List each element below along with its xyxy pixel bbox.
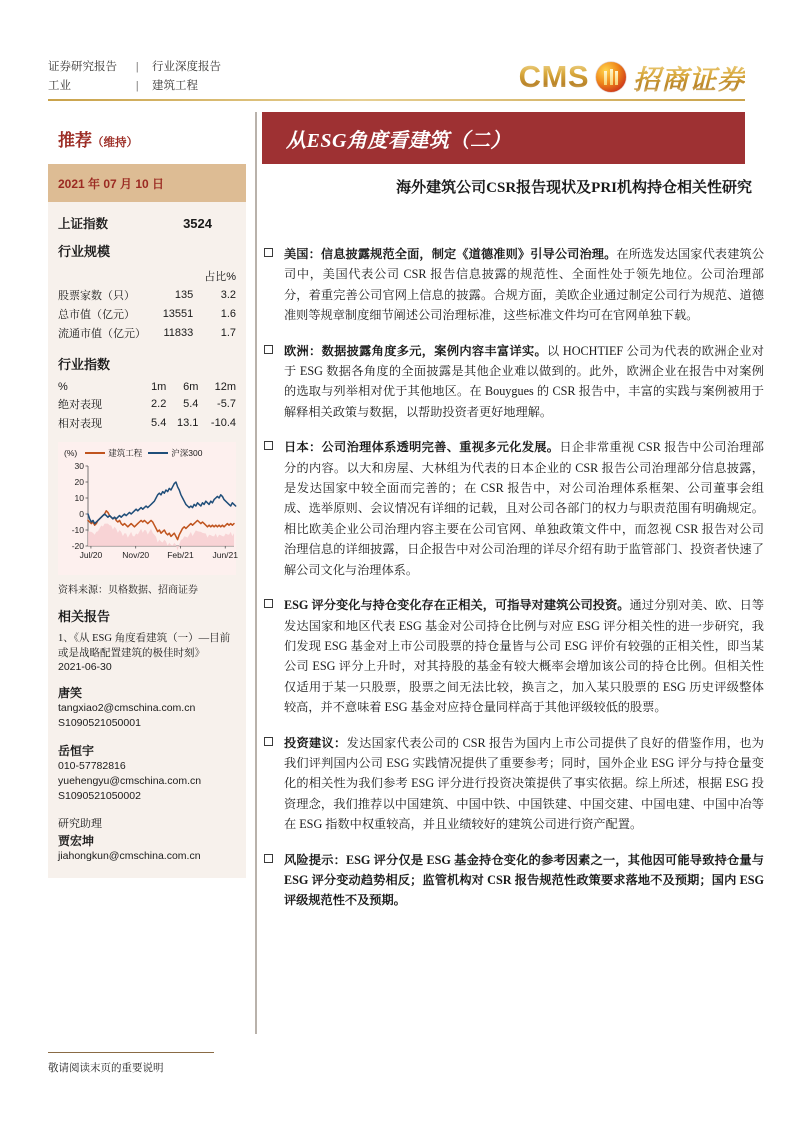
scale-pct: 1.6 (220, 307, 236, 320)
perf-header-12m: 12m (214, 380, 236, 393)
bullet-square-icon (264, 437, 284, 580)
scale-pct: 3.2 (220, 288, 236, 301)
analyst-license: S1090521050002 (58, 790, 141, 802)
sector-label: 工业 (48, 80, 71, 92)
table-row (58, 394, 236, 413)
bullet-body: 日企非常重视 CSR 报告中公司治理部分的内容。以大和房屋、大林组为代表的日本企业的 CSR 报告公司治理部分信息披露，是发达国家中较全面而完善的；在 CSR 报告中，对公司治理体系框架、公司董事会组成、选举原则、会议情况有详细的记载，且对公司各部门的权力与职责范围有明确规定。相比欧美企业公司治理内容主要在公司官网、单独政策文件中，而忽视 CSR 报告对公司治理信息的详细披露，日企报告中对公司治理的详尽介绍有助于监管部门、投资者快速了解公司文化与治理体系。 (284, 440, 764, 577)
analyst-license: S1090521050001 (58, 717, 141, 729)
body-bullet (264, 244, 764, 326)
table-row (58, 413, 236, 432)
bullet-square-icon (264, 850, 284, 911)
performance-chart (58, 442, 236, 575)
bullet-body: 以 HOCHTIEF 公司为代表的欧洲企业对于 ESG 数据各角度的全面披露是其他企业难以做到的。此外，欧洲企业在报告中对案例的选取与列举相对优于其他地区。在 Bouygues 的 CSR 报告中，丰富的实践与案例被用于解释相关政策与数据，以帮助投资者更好地理解。 (284, 343, 764, 419)
bullet-body: 通过分别对美、欧、日等发达国家和地区代表 ESG 基金对公司持仓比例与对应 ESG 评分相关性的进一步研究，我们发现 ESG 基金对上市公司股票的持仓量皆与公司 ESG 评价有较强的正相关性，即当某公司 ESG 评分上升时，对其持股的基金有较大概率会增加该公司的持仓比例。但相关性仅适用于某一只股票，股票之间无法比较，换言之，加入某只股票的 ESG 历史评级整体较高，并不意味着 ESG 基金对应持仓量同样高于其他评级较低的股票。 (284, 598, 765, 715)
cms-logo (519, 54, 745, 100)
footer-divider (48, 1052, 214, 1053)
assistant-role-label: 研究助理 (58, 818, 102, 830)
bullet-square-icon (264, 244, 284, 326)
analyst-email[interactable]: yuehengyu@cmschina.com.cn (58, 775, 202, 787)
report-type-label: 证券研究报告 (48, 61, 117, 73)
header-separator-2: | (136, 80, 139, 92)
shanghai-index-label: 上证指数 (58, 217, 109, 231)
header-row-2 (48, 77, 348, 96)
svg-text:10: 10 (74, 493, 84, 503)
header-separator-1: | (136, 61, 139, 73)
svg-text:Jun/21: Jun/21 (212, 550, 238, 560)
cms-flame-badge-icon (596, 62, 626, 92)
svg-text:20: 20 (74, 477, 84, 487)
industry-scale-table (58, 266, 236, 342)
shanghai-index-row (58, 214, 236, 232)
bullet-text (284, 850, 764, 911)
perf-header-1m: 1m (151, 380, 167, 393)
bullet-lead: 欧洲：数据披露角度多元，案例内容丰富详实。 (284, 343, 548, 358)
svg-text:-10: -10 (71, 525, 84, 535)
logo-text-cms: CMS (518, 59, 589, 94)
bullet-body: 在所选发达国家代表建筑公司中，美国代表公司 CSR 报告信息披露的规范性、全面性处于领先地位。公司治理部分，着重完善公司官网上信息的披露。合规方面，美欧企业通过制定公司行为规范、道德准则等规章制度细节阐述公司治理标准，这些标准文件均可在官网单独下载。 (284, 247, 765, 323)
analyst-name: 唐笑 (58, 686, 83, 700)
body-bullet (264, 341, 764, 423)
header-divider (48, 99, 745, 101)
industry-index-title: 行业指数 (58, 357, 111, 372)
scale-value: 13551 (162, 307, 194, 320)
chart-ylabel: (%) (64, 448, 78, 458)
svg-text:Jul/20: Jul/20 (79, 550, 103, 560)
svg-text:0: 0 (79, 509, 84, 519)
bullet-square-icon (264, 733, 284, 835)
bullet-text (284, 341, 764, 423)
body-bullet (264, 850, 764, 911)
report-subtitle: 海外建筑公司CSR报告现状及PRI机构持仓相关性研究 (396, 180, 752, 196)
body-bullet (264, 733, 764, 835)
report-subtype-label: 行业深度报告 (152, 61, 221, 73)
scale-value: 11833 (163, 326, 194, 339)
perf-1m: 5.4 (151, 416, 167, 429)
analyst-name: 岳恒宇 (58, 744, 95, 758)
svg-text:Feb/21: Feb/21 (167, 550, 194, 560)
industry-label: 建筑工程 (152, 80, 198, 92)
table-row (58, 266, 236, 285)
logo-text-chinese: 招商证券 (633, 58, 745, 97)
bullet-text (284, 244, 764, 326)
svg-text:Nov/20: Nov/20 (122, 550, 150, 560)
bullet-lead: 美国：信息披露规范全面，制定《道德准则》引导公司治理。 (284, 247, 617, 261)
report-title-band (262, 112, 745, 164)
scale-value: 135 (174, 288, 194, 301)
assistant-email[interactable]: jiahongkun@cmschina.com.cn (58, 850, 201, 862)
column-divider (255, 112, 257, 1034)
scale-label: 流通市值（亿元） (58, 327, 146, 340)
bullet-square-icon (264, 595, 284, 717)
scale-label: 股票家数（只） (58, 289, 135, 302)
assistant-name: 贾宏坤 (58, 834, 95, 848)
scale-pct: 1.7 (220, 326, 236, 339)
scale-pct-header: 占比% (204, 270, 236, 283)
chart-source: 资料来源：贝格数据、招商证券 (58, 585, 198, 596)
table-row (58, 323, 236, 342)
body-bullet (264, 595, 764, 717)
bullet-text (284, 733, 764, 835)
legend-item-1 (148, 447, 202, 459)
perf-header-0: % (58, 380, 68, 393)
header-row-1 (48, 58, 348, 77)
related-reports-title: 相关报告 (58, 609, 111, 624)
legend-swatch-0 (85, 452, 105, 455)
bullet-lead: ESG 评分变化与持仓变化存在正相关，可指导对建筑公司投资。 (284, 598, 630, 613)
bullet-text (284, 437, 764, 580)
perf-label: 绝对表现 (58, 398, 102, 411)
header-breadcrumbs (48, 58, 348, 96)
bullet-body: 发达国家代表公司的 CSR 报告为国内上市公司提供了良好的借鉴作用，也为我们评判国内公司 ESG 实践情况提供了重要参考；同时，国外企业 ESG 评分与持仓量变化的相关性为我们参考 ESG 评分进行投资决策提供了事实依据。综上所述，根据 ESG 投资理念，我们推荐以中国建筑、中国中铁、中国铁建、中国交建、中国电建、中国中冶等在 ESG 指数中权重较高，并且业绩较好的建筑公司进行资产配置。 (284, 735, 764, 832)
bullet-lead: 日本：公司治理体系透明完善、重视多元化发展。 (284, 440, 560, 455)
rating-value: 推荐 (58, 131, 92, 150)
related-report-item: 1、《从 ESG 角度看建筑（一）—目前或是战略配置建筑的极佳时刻》 (58, 633, 231, 659)
chart-canvas (62, 460, 238, 568)
rating-note: （维持） (92, 137, 138, 149)
table-row (58, 285, 236, 304)
chart-legend (62, 447, 232, 459)
legend-item-0 (85, 447, 142, 459)
report-body (264, 244, 764, 926)
legend-label-1: 沪深300 (171, 448, 203, 458)
page-header (48, 58, 745, 110)
bullet-text (284, 595, 764, 717)
analyst-phone: 010-57782816 (58, 760, 126, 772)
page-title: 从ESG角度看建筑（二） (286, 129, 511, 152)
sidebar (48, 112, 246, 878)
perf-label: 相对表现 (58, 417, 102, 430)
svg-text:30: 30 (74, 461, 84, 471)
sidebar-body (48, 202, 246, 878)
table-row (58, 304, 236, 323)
perf-1m: 2.2 (151, 397, 167, 410)
shanghai-index-value: 3524 (183, 216, 212, 231)
footer-note: 敬请阅读末页的重要说明 (48, 1063, 164, 1074)
body-bullet (264, 437, 764, 580)
bullet-lead: 风险提示：ESG 评分仅是 ESG 基金持仓变化的参考因素之一，其他因可能导致持仓量与 ESG 评分变动趋势相反；监管机构对 CSR 报告规范性政策要求落地不及预期；国内 ESG 评级规范性不及预期。 (284, 852, 764, 908)
analyst-email[interactable]: tangxiao2@cmschina.com.cn (58, 702, 196, 714)
perf-6m: 13.1 (177, 416, 199, 429)
scale-label: 总市值（亿元） (58, 308, 135, 321)
perf-12m: -5.7 (217, 397, 236, 410)
industry-scale-title: 行业规模 (58, 244, 111, 259)
report-date: 2021 年 07 月 10 日 (48, 164, 246, 202)
table-row (58, 379, 236, 394)
bullet-square-icon (264, 341, 284, 423)
industry-performance-table (58, 379, 236, 432)
perf-12m: -10.4 (210, 416, 236, 429)
svg-text:-20: -20 (71, 541, 84, 551)
bullet-lead: 投资建议： (284, 735, 347, 750)
legend-swatch-1 (148, 452, 168, 455)
related-report-date: 2021-06-30 (58, 661, 112, 673)
rating-block (48, 112, 246, 164)
perf-header-6m: 6m (183, 380, 199, 393)
legend-label-0: 建筑工程 (108, 448, 143, 458)
perf-6m: 5.4 (183, 397, 199, 410)
